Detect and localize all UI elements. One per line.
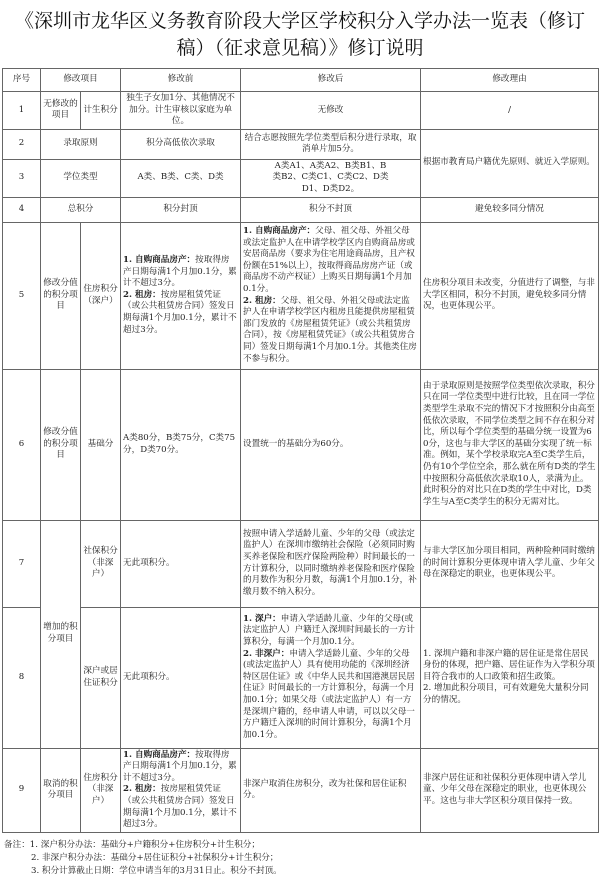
table-row — [3, 197, 599, 222]
reason-cell: 根据市教育局户籍优先原则、就近入学原则。 — [421, 129, 599, 197]
text: 父母、祖父母、外祖父母或法定监护人在申请学校学区内租房且能提供房屋租赁部门发放的《房屋租赁凭证》（或公共租赁房合同），按《房屋租赁凭证》（或公共租赁房合同）签发日期每满1个月加0.1分。其他类住房不参与积分。 — [243, 295, 417, 364]
item-cell: 深户或居住证积分 — [81, 607, 121, 748]
before-cell: 独生子女加1分、其他情况不加分。计生审核以家庭为单位。 — [121, 92, 241, 130]
notes-label: 备注： — [4, 839, 30, 850]
item-cell: 学位类型 — [41, 159, 121, 197]
after-cell: 非深户取消住房积分，改为社保和居住证积分。 — [241, 748, 421, 832]
text: 父母、祖父母、外祖父母或法定监护人在申请学校学区内自购商品房或安居商品房（要求为住宅用途商品房，且产权份额在51%以上），按取得商品房房产证（或商品房不动产权证）上购买日期每满1个月加0.1分。 — [243, 226, 415, 294]
seq-cell: 9 — [3, 748, 41, 832]
text: 申请入学适龄儿童、少年的父母(或法定监护人）户籍迁入深圳时间最长的一方计算积分，每满一个月加0.1分。 — [243, 613, 415, 647]
note-item: 1. 深户积分办法：基础分+户籍积分+住房积分+计生积分； — [29, 839, 260, 850]
seq-cell: 4 — [3, 197, 41, 222]
before-cell: A类、B类、C类、D类 — [121, 159, 241, 197]
header-before: 修改前 — [121, 69, 241, 92]
item-category-cell: 修改分值的积分项目 — [41, 222, 81, 369]
item-cell: 住房积分（深户） — [81, 222, 121, 369]
note-item: 2. 非深户积分办法：基础分+居住证积分+社保积分+计生积分； — [31, 852, 279, 863]
before-cell: A类80分，B类75分，C类75分，D类70分。 — [121, 369, 241, 520]
item-cell: 基础分 — [81, 369, 121, 520]
text: 按房屋租赁凭证（或公共租赁房合同）签发日期每满1个月加0.1分，累计不超过3分。 — [123, 784, 237, 830]
notes — [4, 839, 598, 878]
before-cell: 积分高低依次录取 — [121, 129, 241, 159]
reason-cell: 避免较多同分情况 — [421, 197, 599, 222]
item-cell: 社保积分（非深户） — [81, 520, 121, 607]
text: 按房屋租赁凭证（或公共租赁房合同）签发日期每满1个月加0.1分，累计不超过3分。 — [123, 289, 237, 335]
item-category-cell: 增加的积分项目 — [41, 520, 81, 748]
reason-cell: 由于录取原则是按照学位类型依次录取，积分只在同一学位类型中进行比较，且在同一学位类型学生录取不完的情况下才按照积分由高至低依次录取，不同学位类型之间不存在积分对比，所以每个学位类型的基础分统一设置为60分，这也与非大学区的基础分实现了统一标准。例如，某个学校录取完A至C类学生后，仍有10个学位空余，那么就在所有D类的学生中按照积分高低依次录取10人，录满为止。此时积分的对比只在D类的学生中对比，D类学生与A至C类学生的积分无需对比。 — [421, 369, 599, 520]
item-category-cell: 无修改的项目 — [41, 92, 81, 130]
header-item: 修改项目 — [41, 69, 121, 92]
reason-cell: 1. 深圳户籍和非深户籍的居住证是常住居民身份的体现，把户籍、居住证作为入学积分项目符合我市的人口政策和招生政策。 2. 增加此积分项目，可有效避免大量积分同分的情况。 — [421, 607, 599, 748]
seq-cell: 7 — [3, 520, 41, 607]
header-reason: 修改理由 — [421, 69, 599, 92]
bold-label: 2. 租房： — [243, 295, 281, 306]
bold-label: 2. 非深户： — [243, 648, 290, 659]
seq-cell: 5 — [3, 222, 41, 369]
seq-cell: 1 — [3, 92, 41, 130]
item-cell: 总积分 — [41, 197, 121, 222]
note-item: 3. 积分计算截止日期：学位申请当年的3月31日止。积分不封顶。 — [31, 865, 282, 876]
after-cell: 积分不封顶 — [241, 197, 421, 222]
bold-label: 1. 自购商品房产： — [243, 226, 316, 236]
bold-label: 2. 租房： — [123, 289, 161, 300]
header-after: 修改后 — [241, 69, 421, 92]
text: 申请入学适龄儿童、少年的父母(或法定监护人）具有使用功能的《深圳经济特区居住证》或《中华人民共和国港澳居民居住证》时间最长的一方计算积分，每满一个月加0.1分；如果父母（或法定监护人）有一方是深圳户籍的，经申请人申请，可以以父母一方户籍迁入深圳的时间计算积分，每满1个月加0.1分。 — [243, 648, 415, 740]
before-cell — [121, 222, 241, 369]
seq-cell: 6 — [3, 369, 41, 520]
item-category-cell: 取消的积分项目 — [41, 748, 81, 832]
table-row — [3, 520, 599, 607]
reason-cell: 与非大学区加分项目相同，两种险种同时缴纳的时间计算积分更体现申请入学儿童、少年父母在深稳定的职业，也更体现公平。 — [421, 520, 599, 607]
after-cell — [241, 607, 421, 748]
bold-label: 2. 租房： — [123, 784, 161, 795]
seq-cell: 2 — [3, 129, 41, 159]
before-cell: 积分封顶 — [121, 197, 241, 222]
before-cell: 无此项积分。 — [121, 607, 241, 748]
after-cell: 无修改 — [241, 92, 421, 130]
table-row — [3, 369, 599, 520]
reason-cell: 非深户居住证和社保积分更体现申请入学儿童、少年父母在深稳定的职业，也更体现公平。这也与非大学区积分项目保持一致。 — [421, 748, 599, 832]
after-cell: 按照申请入学适龄儿童、少年的父母（或法定监护人）在深圳市缴纳社会保险（必须同时购买养老保险和医疗保险两险种）时间最长的一方计算积分，以同时缴纳养老保险和医疗保险的月数作为积分月数，每满1个月加0.1分，补缴月数不纳入积分。 — [241, 520, 421, 607]
page-title: 《深圳市龙华区义务教育阶段大学区学校积分入学办法一览表（修订稿）（征求意见稿）》修订说明 — [14, 10, 585, 59]
after-cell: A类A1、A类A2、B类B1、B类B2、C类C1、C类C2、D类D1、D类D2。 — [241, 159, 421, 197]
table-row — [3, 129, 599, 159]
table-row — [3, 607, 599, 748]
after-cell — [241, 222, 421, 369]
after-cell: 结合志愿按照先学位类型后积分进行录取，取消单片加5分。 — [241, 129, 421, 159]
table-row — [3, 92, 599, 130]
table-row — [3, 748, 599, 832]
bold-label: 1. 深户： — [243, 613, 281, 624]
item-cell: 录取原则 — [41, 129, 121, 159]
text: 按取得房产日期每满1个月加0.1分，累计不超过3分。 — [123, 254, 237, 289]
bold-label: 1. 自购商品房产： — [123, 749, 196, 760]
reason-cell: / — [421, 92, 599, 130]
item-cell: 住房积分（非深户） — [81, 748, 121, 832]
seq-cell: 3 — [3, 159, 41, 197]
text: 按取得房产日期每满1个月加0.1分，累计不超过3分。 — [123, 749, 237, 783]
reason-cell: 住房积分项目未改变，分值进行了调整，与非大学区相同，积分不封顶，避免较多同分情况，也更体现公平。 — [421, 222, 599, 369]
header-seq: 序号 — [3, 69, 41, 92]
before-cell — [121, 748, 241, 832]
seq-cell: 8 — [3, 607, 41, 748]
table-row — [3, 222, 599, 369]
revision-table — [2, 68, 599, 833]
table-header — [3, 69, 599, 92]
item-cell: 计生积分 — [81, 92, 121, 130]
bold-label: 1. 自购商品房产： — [123, 254, 196, 265]
item-category-cell: 修改分值的积分项目 — [41, 369, 81, 520]
before-cell: 无此项积分。 — [121, 520, 241, 607]
after-cell: 设置统一的基础分为60分。 — [241, 369, 421, 520]
